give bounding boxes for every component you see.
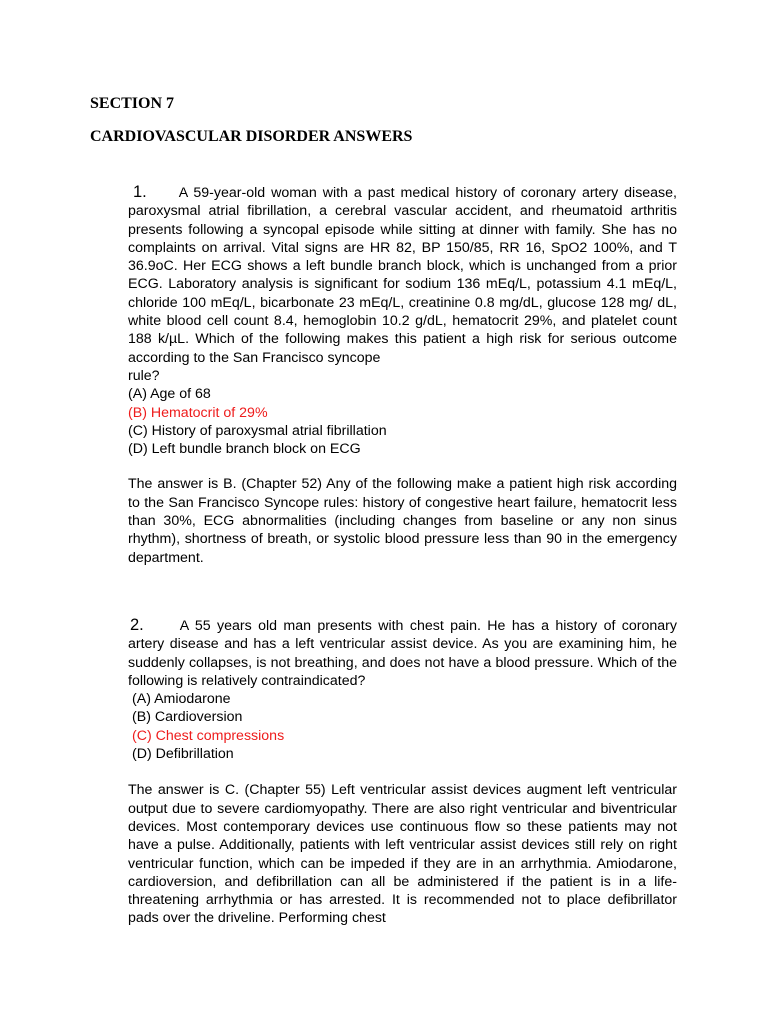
answer-explanation: The answer is B. (Chapter 52) Any of the following make a patient high risk according to the San Francisco Syncope rules: history of congestive heart failure, hematocrit less than 30%, ECG abnormalities (including changes from baseline or any non sinus rhythm), shortness of breath, or systolic blood pressure less than 90 in the emergency department. (128, 476, 677, 566)
question-2 (128, 616, 677, 928)
answer-options (128, 690, 677, 763)
option-a: (A) Amiodarone (132, 691, 231, 708)
option-b: (B) Cardioversion (132, 709, 243, 726)
question-stem (128, 183, 677, 367)
answer-options (128, 385, 677, 458)
question-stem (128, 616, 677, 690)
option-c-correct: (C) Chest compressions (132, 727, 285, 744)
option-c: (C) History of paroxysmal atrial fibrillation (128, 422, 387, 439)
section-heading: SECTION 7 (90, 95, 175, 112)
option-d: (D) Left bundle branch block on ECG (128, 441, 361, 458)
question-stem-text: A 59-year-old woman with a past medical history of coronary artery disease, paroxysmal atrial fibrillation, a cerebral vascular accident, and rheumatoid arthritis presents following a syncopal episode while sitting at dinner with family. She has no complaints on arrival. Vital signs are HR 82, BP 150/85, RR 16, SpO2 100%, and T 36.9oC. Her ECG shows a left bundle branch block, which is unchanged from a prior ECG. Laboratory analysis is significant for sodium 136 mEq/L, potassium 4.1 mEq/L, chloride 100 mEq/L, bicarbonate 23 mEq/L, creatinine 0.8 mg/dL, glucose 128 mg/ dL, white blood cell count 8.4, hemoglobin 10.2 g/dL, hematocrit 29%, and platelet count 188 k/µL. Which of the following makes this patient a high risk for serious outcome according to the San Francisco syncope (128, 185, 677, 366)
question-1 (128, 183, 677, 567)
answer-explanation: The answer is C. (Chapter 55) Left ventricular assist devices augment left ventricular output due to severe cardiomyopathy. There are also right ventricular and biventricular devices. Most contemporary devices use continuous flow so these patients may not have a pulse. Additionally, patients with left ventricular assist devices still rely on right ventricular function, which can be impeded if they are in an arrhythmia. Amiodarone, cardioversion, and defibrillation can all be administered if the patient is in a life-threatening arrhythmia or has arrested. It is recommended not to place defibrillator pads over the driveline. Performing chest (128, 782, 677, 927)
question-stem-text: A 55 years old man presents with chest pain. He has a history of coronary artery disease and has a left ventricular assist device. As you are examining him, he suddenly collapses, is not breathing, and does not have a blood pressure. Which of the following is relatively contraindicated? (128, 618, 677, 689)
option-a: (A) Age of 68 (128, 386, 211, 403)
question-stem-tail: rule? (128, 367, 160, 384)
option-b-correct: (B) Hematocrit of 29% (128, 404, 268, 421)
page-title: CARDIOVASCULAR DISORDER ANSWERS (90, 128, 413, 145)
question-number: 1. (133, 183, 147, 201)
question-number: 2. (130, 616, 144, 634)
option-d: (D) Defibrillation (132, 746, 234, 763)
